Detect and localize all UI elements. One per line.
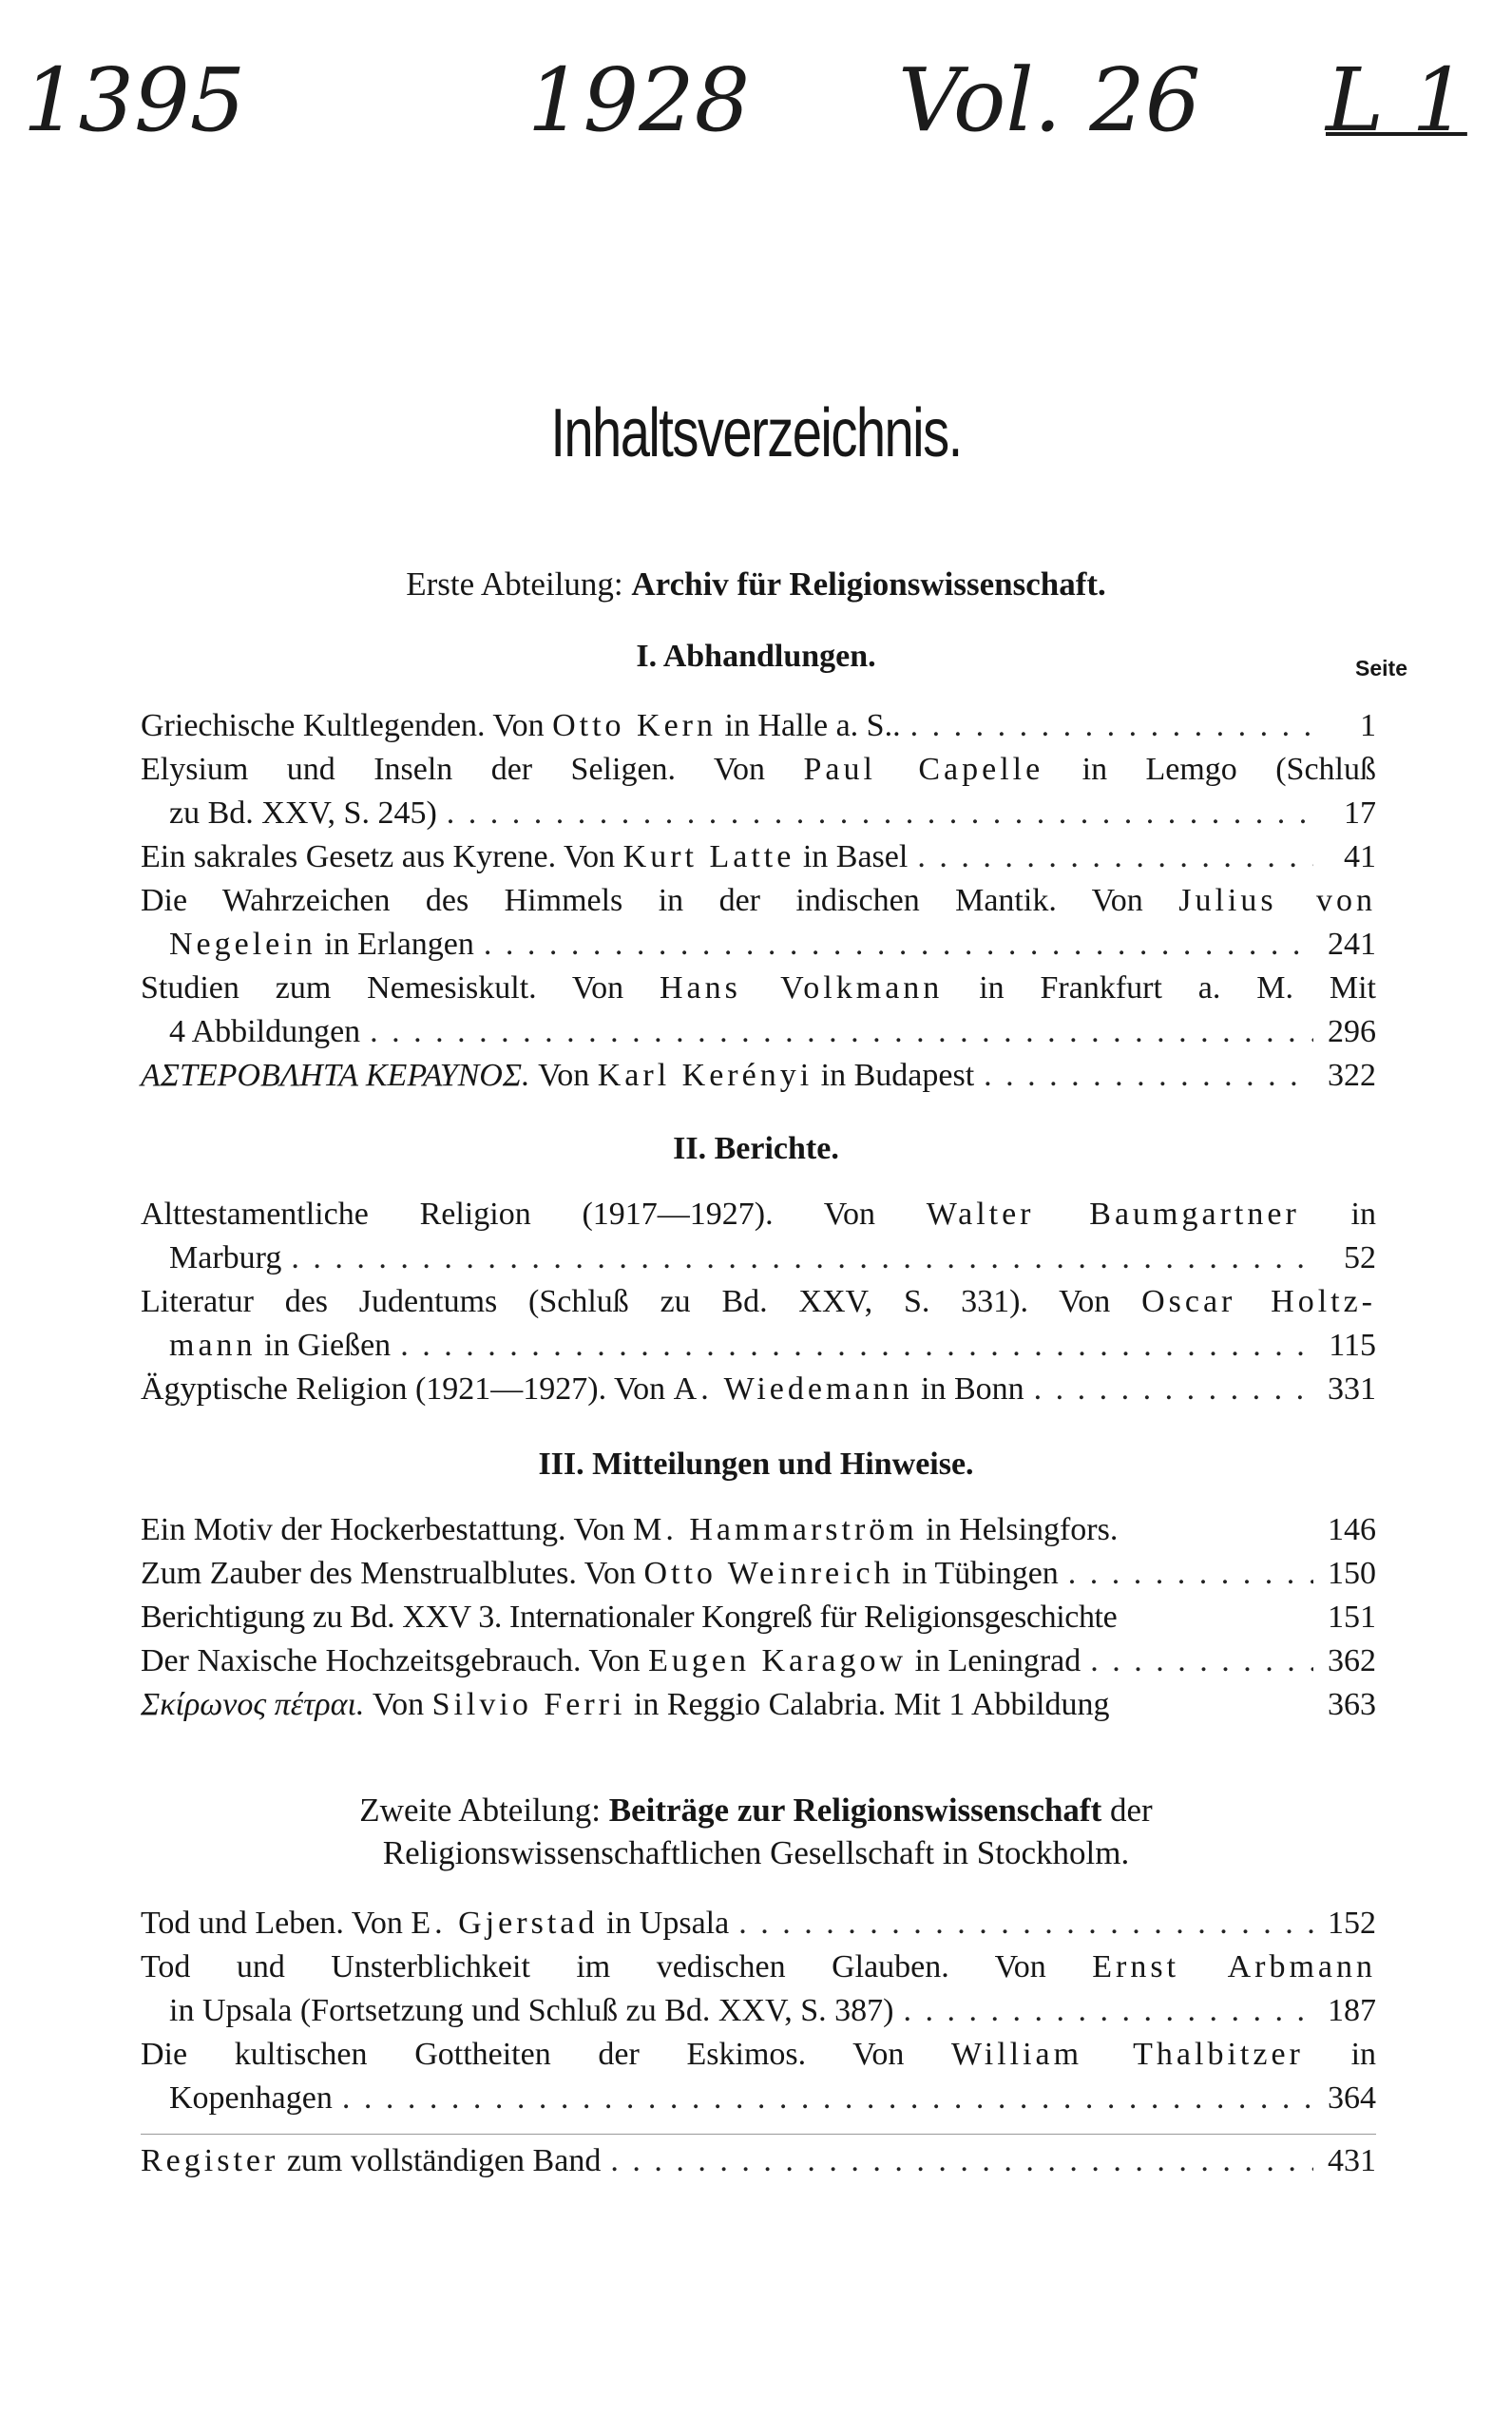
second-division-heading bbox=[0, 1792, 1512, 1830]
toc-entry-continuation: Marburg . . . 52 bbox=[169, 1236, 1376, 1281]
page-number: 1 bbox=[1360, 708, 1376, 743]
toc-entry-continuation: Negelein in Erlangen . . . 241 bbox=[169, 922, 1376, 968]
first-division-prefix: Erste Abteilung: bbox=[406, 565, 623, 603]
page-number: 115 bbox=[1329, 1328, 1376, 1363]
page-number: 322 bbox=[1328, 1058, 1376, 1093]
first-division-name: Archiv für Religionswissenschaft. bbox=[631, 565, 1106, 603]
part-heading-mitteilungen: III. Mitteilungen und Hinweise. bbox=[538, 1447, 974, 1482]
part-heading-berichte: II. Berichte. bbox=[673, 1131, 839, 1166]
toc-entry-continuation: zu Bd. XXV, S. 245) . . . 17 bbox=[169, 791, 1376, 836]
second-division-subheading: Religionswissenschaftlichen Gesellschaft in Stockholm. bbox=[382, 1834, 1130, 1871]
handwritten-note-3: Vol. 26 bbox=[898, 49, 1201, 151]
toc-entry: Tod und Leben. Von E. Gjerstad in Upsala . . . 152 bbox=[141, 1901, 1376, 1946]
toc-entry-continuation: in Upsala (Fortsetzung und Schluß zu Bd. XXV, S. 387) . . . 187 bbox=[169, 1988, 1376, 2034]
toc-entry: Der Naxische Hochzeitsgebrauch. Von Eugen Karagow in Leningrad . . . 362 bbox=[141, 1639, 1376, 1684]
handwritten-note-4: L 1 bbox=[1326, 49, 1467, 151]
page-number: 17 bbox=[1344, 795, 1376, 831]
toc-entry: Tod und Unsterblichkeit im vedischen Glauben. Von Ernst Arbmann bbox=[141, 1949, 1377, 1984]
handwritten-note-1: 1395 bbox=[23, 49, 246, 151]
divider bbox=[141, 2134, 1376, 2135]
page-number: 146 bbox=[1328, 1512, 1376, 1547]
page-number: 187 bbox=[1328, 1993, 1376, 2028]
toc-entry: Die kultischen Gottheiten der Eskimos. Von William Thalbitzer in bbox=[141, 2037, 1377, 2072]
second-division-prefix: Zweite Abteilung: bbox=[359, 1792, 601, 1829]
page-number: 241 bbox=[1328, 927, 1376, 962]
second-division-name: Beiträge zur Religionswissenschaft bbox=[608, 1792, 1102, 1829]
page-number: 362 bbox=[1328, 1643, 1376, 1678]
toc-entry: Alttestamentliche Religion (1917—1927). Von Walter Baumgartner in bbox=[141, 1197, 1376, 1232]
toc-entry-register: Register zum vollständigen Band . . . 431 bbox=[141, 2138, 1376, 2184]
page-title: Inhaltsverzeichnis. bbox=[550, 395, 962, 471]
first-division-heading bbox=[0, 565, 1512, 604]
toc-entry-continuation: Kopenhagen . . . 364 bbox=[169, 2076, 1376, 2121]
page-number: 52 bbox=[1344, 1240, 1376, 1275]
toc-entry: Zum Zauber des Menstrualblutes. Von Otto Weinreich in Tübingen . . . 150 bbox=[141, 1551, 1376, 1597]
toc-entry-continuation: mann in Gießen . . . 115 bbox=[169, 1323, 1376, 1369]
toc-entry: Griechische Kultlegenden. Von Otto Kern in Halle a. S.. . . . 1 bbox=[141, 703, 1376, 749]
toc-entry-continuation: 4 Abbildungen . . . 296 bbox=[169, 1009, 1376, 1055]
page-column-label: Seite bbox=[1355, 656, 1407, 680]
toc-entry: Berichtigung zu Bd. XXV 3. Internationaler Kongreß für Religionsgeschichte 151 bbox=[141, 1595, 1376, 1640]
toc-entry: Elysium und Inseln der Seligen. Von Paul Capelle in Lemgo (Schluß bbox=[141, 752, 1377, 787]
part-heading-abhandlungen: I. Abhandlungen. bbox=[636, 639, 876, 674]
page-number: 431 bbox=[1328, 2143, 1376, 2178]
toc-entry: Ein Motiv der Hockerbestattung. Von M. Hammarström in Helsingfors. 146 bbox=[141, 1507, 1376, 1553]
toc-entry: ΑΣΤΕΡΟΒΛΗΤΑ ΚΕΡΑΥΝΟΣ. Von Karl Kerényi in Budapest . . . 322 bbox=[141, 1053, 1376, 1099]
toc-entry: Die Wahrzeichen des Himmels in der indischen Mantik. Von Julius von bbox=[141, 883, 1377, 918]
toc-entry: Literatur des Judentums (Schluß zu Bd. XXV, S. 331). Von Oscar Holtz- bbox=[141, 1284, 1377, 1319]
page-number: 150 bbox=[1328, 1556, 1376, 1591]
page-number: 363 bbox=[1328, 1687, 1376, 1722]
toc-entry: Ägyptische Religion (1921—1927). Von A. Wiedemann in Bonn . . . 331 bbox=[141, 1367, 1376, 1412]
toc-entry: Ein sakrales Gesetz aus Kyrene. Von Kurt Latte in Basel . . . 41 bbox=[141, 834, 1376, 880]
page-number: 152 bbox=[1328, 1906, 1376, 1941]
handwritten-note-2: 1928 bbox=[527, 49, 751, 151]
page-number: 331 bbox=[1328, 1371, 1376, 1407]
second-division-suffix: der bbox=[1109, 1792, 1153, 1829]
page-number: 41 bbox=[1344, 839, 1376, 874]
page-number: 364 bbox=[1328, 2080, 1376, 2116]
page-number: 296 bbox=[1328, 1014, 1376, 1049]
toc-entry: Studien zum Nemesiskult. Von Hans Volkmann in Frankfurt a. M. Mit bbox=[141, 970, 1377, 1006]
page-number: 151 bbox=[1328, 1600, 1376, 1635]
toc-entry: Σκίρωνος πέτραι. Von Silvio Ferri in Reggio Calabria. Mit 1 Abbildung 363 bbox=[141, 1682, 1376, 1728]
